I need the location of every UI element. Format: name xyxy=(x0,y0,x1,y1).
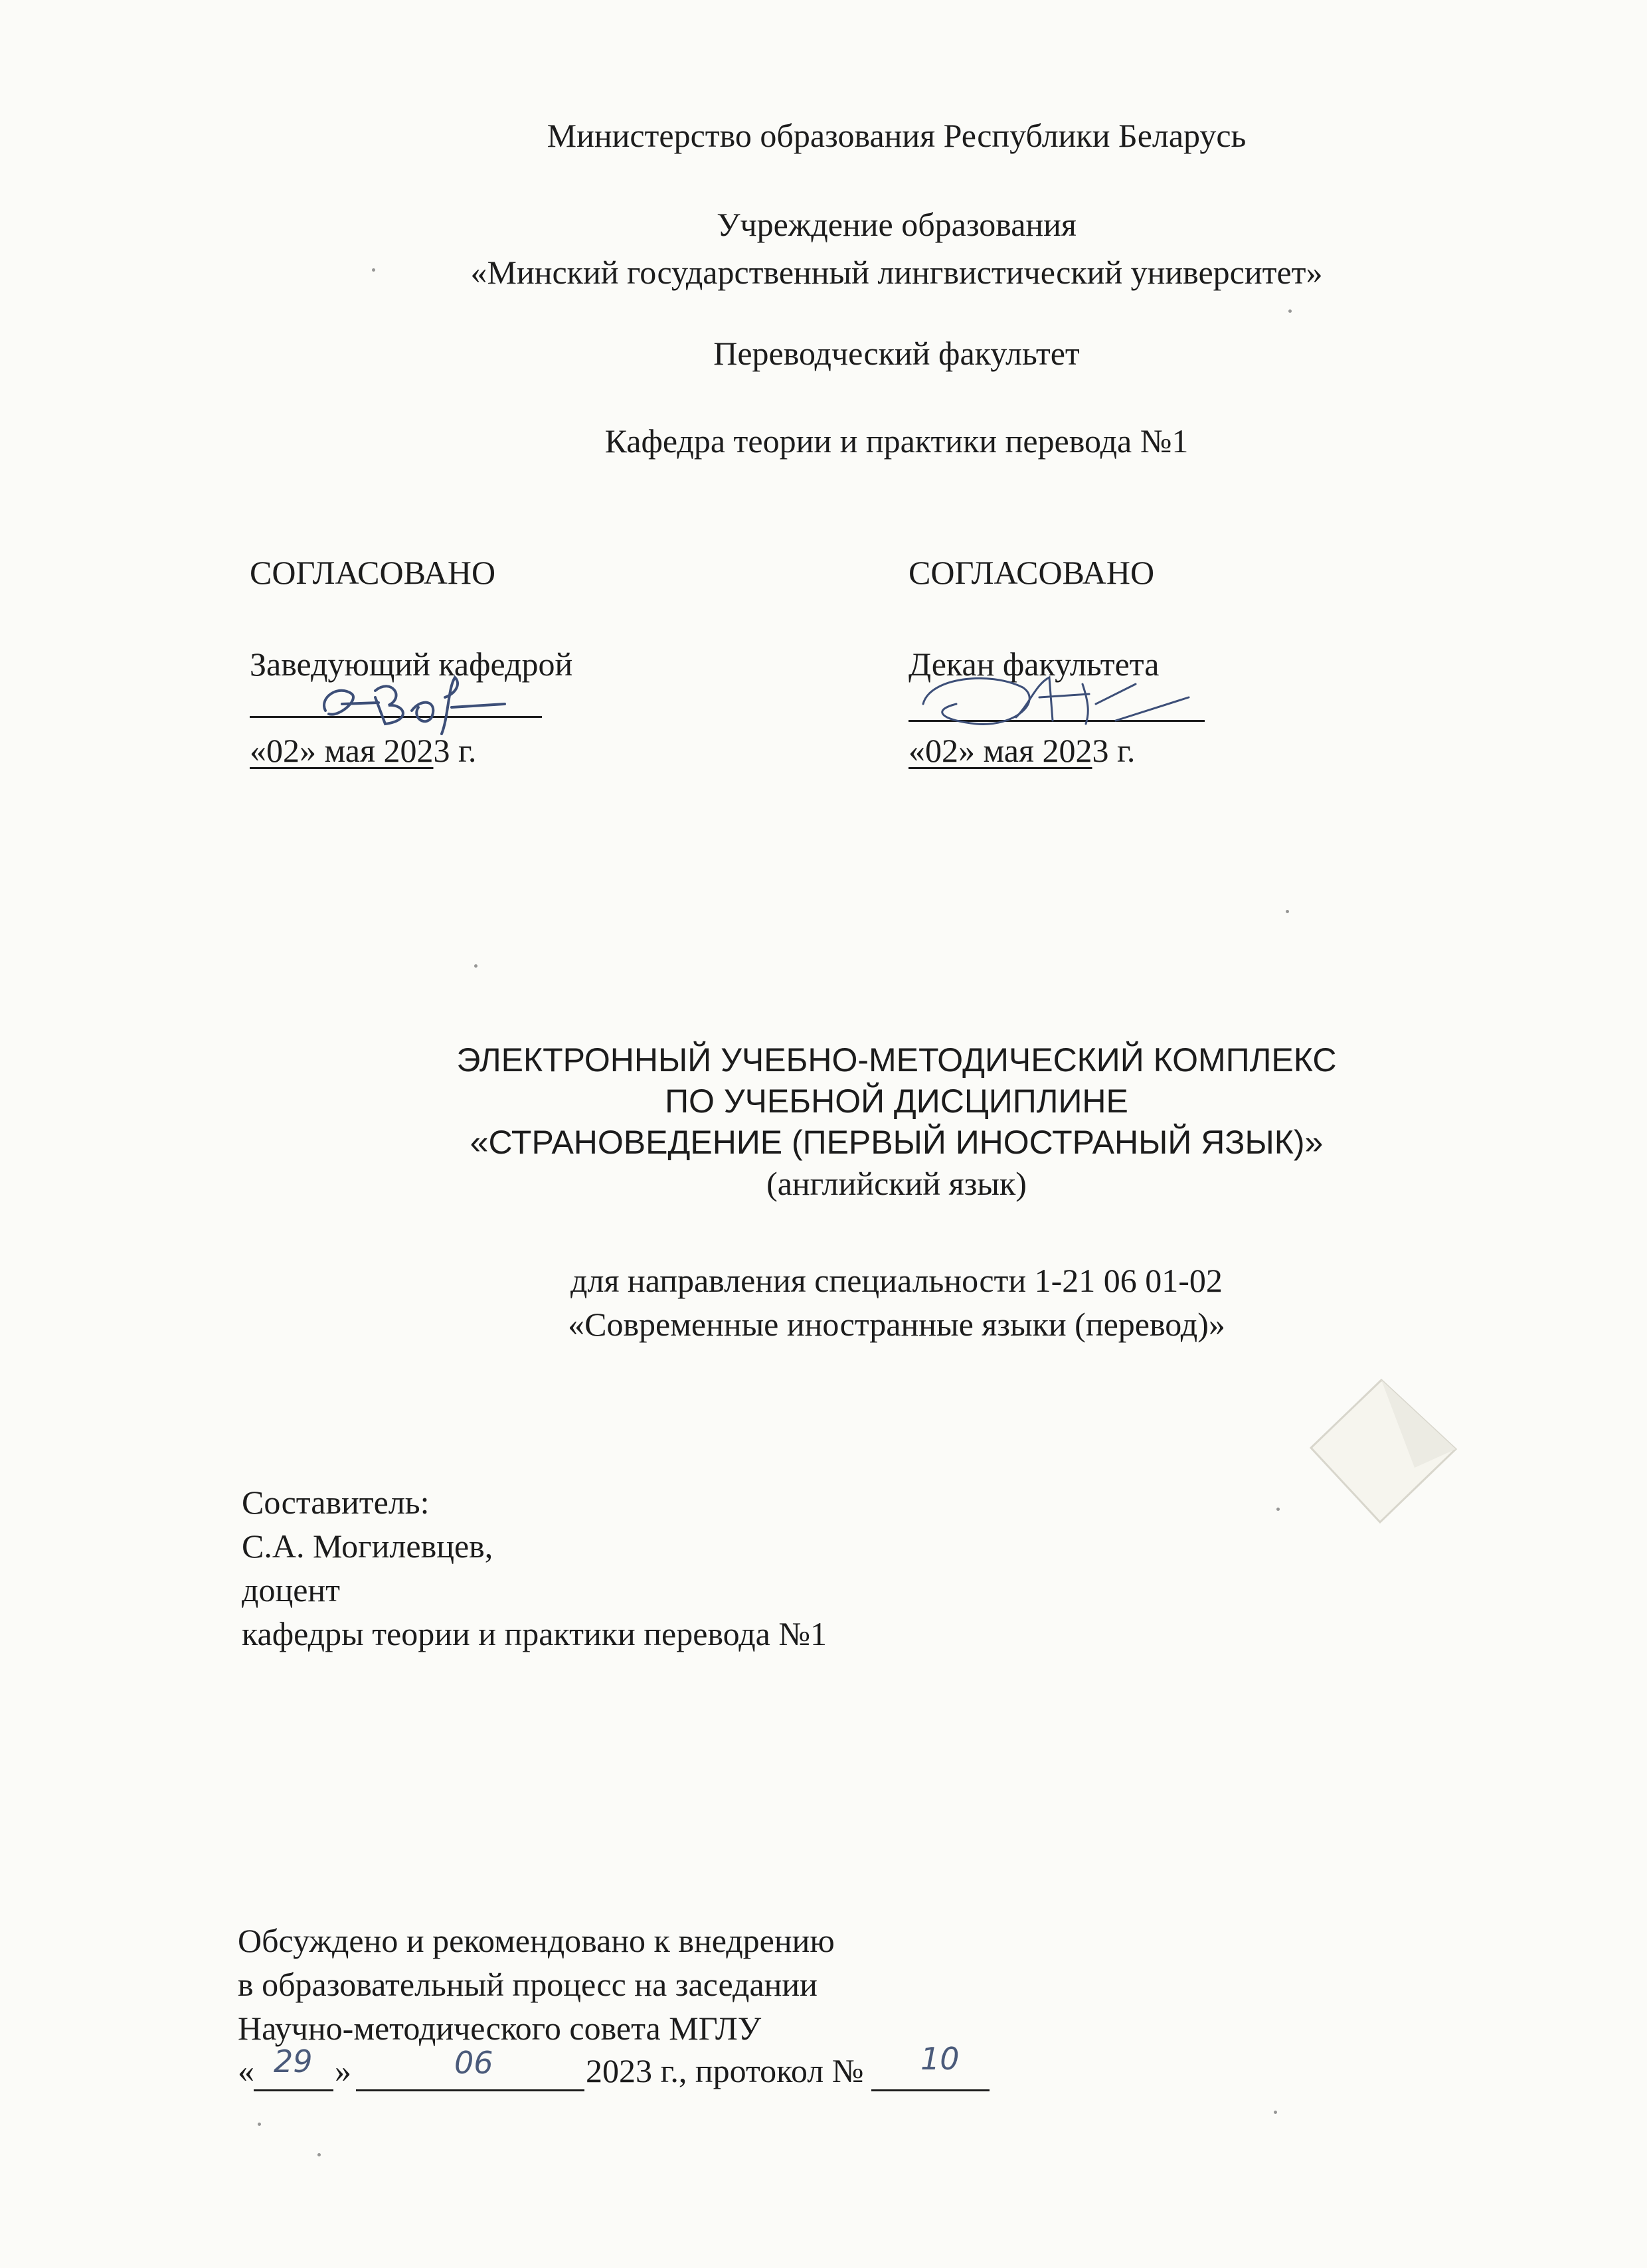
left-approval-position: Заведующий кафедрой xyxy=(250,646,573,683)
protocol-day: 29 xyxy=(274,2044,313,2079)
right-approval-heading: СОГЛАСОВАНО xyxy=(909,554,1155,591)
title-line-2: ПО УЧЕБНОЙ ДИСЦИПЛИНЕ xyxy=(665,1083,1128,1120)
specialty-line-1: для направления специальности 1-21 06 01-02 xyxy=(570,1262,1223,1299)
scan-speck xyxy=(1288,309,1292,313)
scan-speck xyxy=(372,268,375,272)
protocol-month: 06 xyxy=(454,2045,493,2081)
left-date-underlined: «02» мая 202 xyxy=(250,732,434,769)
institution-type: Учреждение образования xyxy=(717,206,1077,243)
compiler-label: Составитель: xyxy=(242,1484,430,1521)
university-name: «Минский государственный лингвистический университет» xyxy=(470,254,1323,291)
protocol-month-underline xyxy=(356,2089,584,2091)
recommendation-line-3: Научно-методического совета МГЛУ xyxy=(238,2010,762,2047)
protocol-close-quote: » xyxy=(335,2052,351,2089)
scan-speck xyxy=(1286,910,1289,913)
protocol-number: 10 xyxy=(920,2041,960,2077)
title-language: (английский язык) xyxy=(766,1165,1027,1202)
right-date-tail: 3 г. xyxy=(1092,732,1136,769)
title-line-3: «СТРАНОВЕДЕНИЕ (ПЕРВЫЙ ИНОСТРАНЫЙ ЯЗЫК)» xyxy=(470,1124,1324,1161)
compiler-department: кафедры теории и практики перевода №1 xyxy=(242,1615,827,1652)
department-name: Кафедра теории и практики перевода №1 xyxy=(604,422,1189,460)
left-approval-heading: СОГЛАСОВАНО xyxy=(250,554,496,591)
protocol-number-underline xyxy=(871,2089,990,2091)
right-approval-position: Декан факультета xyxy=(909,646,1160,683)
scan-speck xyxy=(1274,2111,1277,2114)
left-approval-date xyxy=(250,729,476,772)
protocol-open-quote: « xyxy=(238,2052,254,2089)
left-date-tail: 3 г. xyxy=(433,732,477,769)
specialty-line-2: «Современные иностранные языки (перевод)» xyxy=(568,1306,1225,1343)
folded-paper-corner xyxy=(1302,1375,1468,1527)
right-approval-date xyxy=(909,729,1135,772)
right-date-underlined: «02» мая 202 xyxy=(909,732,1092,769)
compiler-position: доцент xyxy=(242,1571,340,1609)
ministry: Министерство образования Республики Беларусь xyxy=(547,117,1247,154)
scan-speck xyxy=(317,2153,321,2156)
protocol-day-underline xyxy=(254,2089,333,2091)
scan-speck xyxy=(474,964,477,968)
scan-speck xyxy=(258,2123,261,2126)
scan-speck xyxy=(1276,1508,1280,1511)
recommendation-line-2: в образовательный процесс на заседании xyxy=(238,1966,818,2003)
recommendation-line-1: Обсуждено и рекомендовано к внедрению xyxy=(238,1922,835,1959)
compiler-name: С.А. Могилевцев, xyxy=(242,1527,493,1565)
protocol-year-text: 2023 г., протокол № xyxy=(586,2052,864,2089)
faculty-name: Переводческий факультет xyxy=(713,335,1080,372)
title-line-1: ЭЛЕКТРОННЫЙ УЧЕБНО-МЕТОДИЧЕСКИЙ КОМПЛЕКС xyxy=(456,1041,1337,1079)
